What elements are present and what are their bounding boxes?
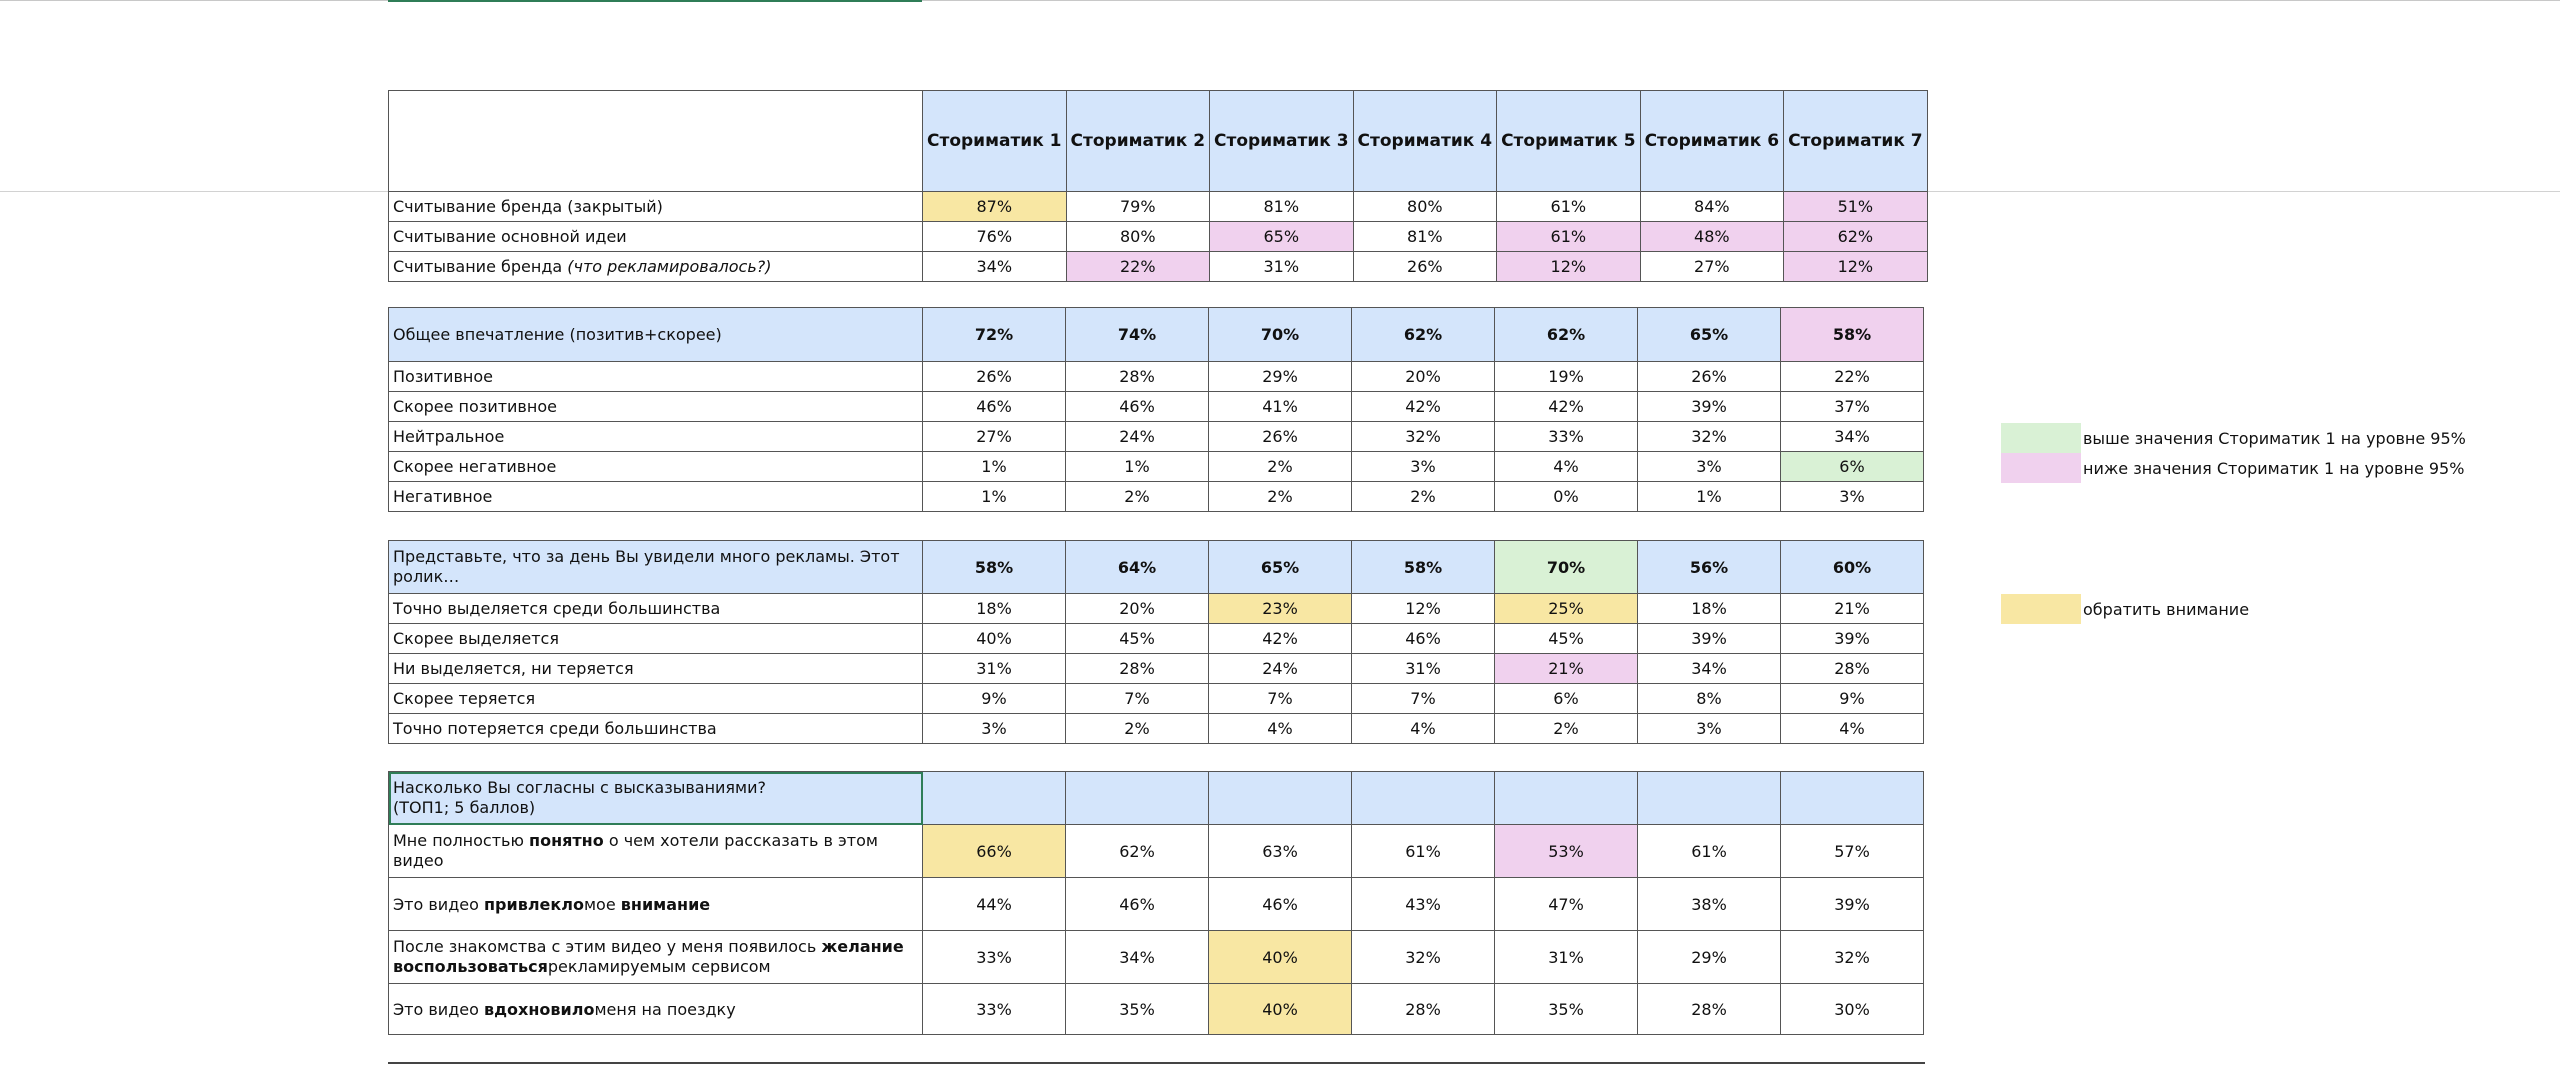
row-label[interactable]: Скорее негативное (389, 452, 923, 482)
value-cell[interactable]: 4% (1781, 714, 1924, 744)
value-cell[interactable]: 19% (1495, 362, 1638, 392)
value-cell[interactable]: 31% (923, 654, 1066, 684)
table-row (389, 684, 1924, 714)
value-cell[interactable]: 7% (1066, 684, 1209, 714)
value-cell[interactable] (1209, 772, 1352, 825)
value-cell[interactable]: 1% (923, 482, 1066, 512)
row-label[interactable]: Нейтральное (389, 422, 923, 452)
value-cell[interactable]: 61% (1352, 825, 1495, 878)
value-cell[interactable]: 87% (923, 192, 1067, 222)
value-cell[interactable]: 2% (1209, 482, 1352, 512)
value-cell[interactable]: 39% (1638, 624, 1781, 654)
value-cell[interactable]: 56% (1638, 541, 1781, 594)
table-block-4 (388, 771, 1924, 1035)
row-label-text: После знакомства с этим видео у меня появилось (393, 937, 822, 956)
header-row (389, 91, 1928, 192)
value-cell[interactable]: 28% (1781, 654, 1924, 684)
row-label-bold: привлекло (483, 894, 584, 914)
table-row (389, 878, 1924, 931)
row-label[interactable]: Скорее теряется (389, 684, 923, 714)
value-cell[interactable]: 46% (1066, 392, 1209, 422)
value-cell[interactable]: 7% (1352, 684, 1495, 714)
table-row (389, 392, 1924, 422)
value-cell[interactable]: 66% (923, 825, 1066, 878)
value-cell[interactable] (1495, 772, 1638, 825)
value-cell[interactable]: 3% (1781, 482, 1924, 512)
value-cell[interactable]: 12% (1497, 252, 1641, 282)
row-label[interactable]: Точно выделяется среди большинства (389, 594, 923, 624)
value-cell[interactable]: 65% (1638, 308, 1781, 362)
question-row (389, 308, 1924, 362)
column-header[interactable]: Сториматик 3 (1210, 91, 1354, 192)
value-cell[interactable]: 32% (1781, 931, 1924, 984)
value-cell[interactable]: 62% (1352, 308, 1495, 362)
column-header[interactable]: Сториматик 7 (1784, 91, 1928, 192)
row-label-bold: понятно (529, 831, 604, 850)
question-row (389, 541, 1924, 594)
table-row (389, 482, 1924, 512)
value-cell[interactable] (1352, 772, 1495, 825)
row-label-bold: внимание (620, 894, 711, 914)
value-cell[interactable]: 58% (1781, 308, 1924, 362)
value-cell[interactable]: 34% (923, 252, 1067, 282)
legend-swatch-yellow (2001, 594, 2081, 624)
column-header[interactable]: Сториматик 5 (1497, 91, 1641, 192)
row-label-text: о чем хотели рассказать в этом видео (393, 831, 878, 870)
value-cell[interactable]: 26% (1638, 362, 1781, 392)
header-corner-cell[interactable] (389, 91, 923, 192)
value-cell[interactable]: 3% (1638, 714, 1781, 744)
value-cell[interactable]: 6% (1495, 684, 1638, 714)
value-cell[interactable]: 3% (1352, 452, 1495, 482)
value-cell[interactable] (1781, 772, 1924, 825)
row-label[interactable] (389, 878, 923, 931)
question-line-1: Насколько Вы согласны с высказываниями? (393, 778, 767, 797)
row-label[interactable]: Скорее позитивное (389, 392, 923, 422)
value-cell[interactable]: 65% (1209, 541, 1352, 594)
value-cell[interactable]: 21% (1495, 654, 1638, 684)
value-cell[interactable]: 2% (1066, 714, 1209, 744)
table-row (389, 654, 1924, 684)
value-cell[interactable]: 35% (1066, 984, 1209, 1035)
legend-swatch-pink (2001, 453, 2081, 483)
value-cell[interactable]: 43% (1352, 878, 1495, 931)
value-cell[interactable]: 70% (1495, 541, 1638, 594)
legend-text: выше значения Сториматик 1 на уровне 95% (2083, 428, 2466, 448)
value-cell[interactable]: 46% (1352, 624, 1495, 654)
row-label[interactable]: Скорее выделяется (389, 624, 923, 654)
legend-item-higher (2001, 423, 2466, 453)
row-label-italic: (что рекламировалось?) (567, 257, 772, 276)
value-cell[interactable]: 25% (1495, 594, 1638, 624)
value-cell[interactable]: 23% (1209, 594, 1352, 624)
value-cell[interactable]: 34% (1781, 422, 1924, 452)
row-label-text: мое (583, 894, 621, 914)
value-cell[interactable]: 2% (1352, 482, 1495, 512)
sheet-top-border (0, 0, 2560, 1)
table-bottom-border (388, 1062, 1925, 1064)
value-cell[interactable]: 46% (1066, 878, 1209, 931)
table-row (389, 825, 1924, 878)
value-cell[interactable]: 27% (1640, 252, 1784, 282)
value-cell[interactable]: 28% (1066, 654, 1209, 684)
value-cell[interactable]: 28% (1066, 362, 1209, 392)
value-cell[interactable]: 45% (1495, 624, 1638, 654)
table-row (389, 422, 1924, 452)
value-cell[interactable]: 9% (1781, 684, 1924, 714)
value-cell[interactable]: 61% (1497, 222, 1641, 252)
value-cell[interactable]: 24% (1066, 422, 1209, 452)
value-cell[interactable]: 76% (923, 222, 1067, 252)
row-label-text: Считывание бренда (393, 257, 568, 276)
value-cell[interactable]: 60% (1781, 541, 1924, 594)
table-block-3 (388, 540, 1924, 744)
value-cell[interactable]: 33% (923, 931, 1066, 984)
column-header[interactable]: Сториматик 2 (1066, 91, 1210, 192)
value-cell[interactable]: 41% (1209, 392, 1352, 422)
value-cell[interactable]: 4% (1352, 714, 1495, 744)
table-row (389, 984, 1924, 1035)
value-cell[interactable] (1638, 772, 1781, 825)
value-cell[interactable]: 62% (1066, 825, 1209, 878)
value-cell[interactable] (923, 772, 1066, 825)
value-cell[interactable]: 40% (1209, 931, 1352, 984)
value-cell[interactable]: 74% (1066, 308, 1209, 362)
legend-item-lower (2001, 453, 2464, 483)
row-label[interactable]: Позитивное (389, 362, 923, 392)
value-cell[interactable]: 37% (1781, 392, 1924, 422)
row-label[interactable]: Негативное (389, 482, 923, 512)
row-label-text: Это видео (393, 894, 484, 914)
row-label-text: Мне полностью (393, 831, 530, 850)
row-label-bold: вдохновило (483, 999, 595, 1019)
row-label-text: рекламируемым сервисом (547, 957, 771, 976)
value-cell[interactable]: 38% (1638, 878, 1781, 931)
value-cell[interactable]: 33% (1495, 422, 1638, 452)
row-label-text: Это видео (393, 999, 484, 1019)
value-cell[interactable]: 58% (923, 541, 1066, 594)
value-cell[interactable]: 80% (1066, 222, 1210, 252)
value-cell[interactable]: 39% (1781, 624, 1924, 654)
selected-column-indicator (388, 0, 922, 2)
value-cell[interactable]: 0% (1495, 482, 1638, 512)
table-block-2 (388, 307, 1924, 512)
value-cell[interactable]: 65% (1210, 222, 1354, 252)
table-row (389, 931, 1924, 984)
value-cell[interactable]: 18% (1638, 594, 1781, 624)
value-cell[interactable]: 46% (1209, 878, 1352, 931)
question-line-2: (ТОП1; 5 баллов) (393, 798, 536, 817)
value-cell[interactable]: 18% (923, 594, 1066, 624)
column-header[interactable]: Сториматик 1 (923, 91, 1067, 192)
value-cell[interactable]: 22% (1066, 252, 1210, 282)
row-label[interactable]: Считывание бренда (закрытый) (389, 192, 923, 222)
legend-item-attention (2001, 594, 2249, 624)
value-cell[interactable]: 26% (923, 362, 1066, 392)
value-cell[interactable]: 1% (923, 452, 1066, 482)
table-row (389, 714, 1924, 744)
value-cell[interactable]: 33% (923, 984, 1066, 1035)
table-row (389, 594, 1924, 624)
value-cell[interactable]: 53% (1495, 825, 1638, 878)
value-cell[interactable]: 31% (1495, 931, 1638, 984)
value-cell[interactable]: 20% (1352, 362, 1495, 392)
legend-swatch-green (2001, 423, 2081, 453)
value-cell[interactable]: 42% (1352, 392, 1495, 422)
value-cell[interactable]: 72% (923, 308, 1066, 362)
value-cell[interactable]: 62% (1784, 222, 1928, 252)
table-row (389, 222, 1928, 252)
column-header[interactable]: Сториматик 4 (1353, 91, 1497, 192)
table-block-1 (388, 90, 1928, 282)
value-cell[interactable]: 21% (1781, 594, 1924, 624)
value-cell[interactable]: 80% (1353, 192, 1497, 222)
value-cell[interactable]: 51% (1784, 192, 1928, 222)
value-cell[interactable]: 40% (1209, 984, 1352, 1035)
value-cell[interactable]: 34% (1066, 931, 1209, 984)
value-cell[interactable]: 46% (923, 392, 1066, 422)
value-cell[interactable]: 42% (1495, 392, 1638, 422)
row-label[interactable]: Точно потеряется среди большинства (389, 714, 923, 744)
value-cell[interactable]: 28% (1638, 984, 1781, 1035)
value-cell[interactable]: 44% (923, 878, 1066, 931)
table-row (389, 452, 1924, 482)
value-cell[interactable]: 61% (1497, 192, 1641, 222)
value-cell[interactable]: 2% (1066, 482, 1209, 512)
value-cell[interactable]: 2% (1495, 714, 1638, 744)
row-label[interactable] (389, 252, 923, 282)
value-cell[interactable]: 35% (1495, 984, 1638, 1035)
value-cell[interactable]: 39% (1781, 878, 1924, 931)
question-row (389, 772, 1924, 825)
value-cell[interactable]: 1% (1638, 482, 1781, 512)
value-cell[interactable]: 58% (1352, 541, 1495, 594)
value-cell[interactable]: 1% (1066, 452, 1209, 482)
value-cell[interactable]: 40% (923, 624, 1066, 654)
value-cell[interactable]: 29% (1638, 931, 1781, 984)
value-cell[interactable]: 70% (1209, 308, 1352, 362)
row-label[interactable] (389, 984, 923, 1035)
row-label[interactable] (389, 825, 923, 878)
table-row (389, 362, 1924, 392)
value-cell[interactable]: 31% (1352, 654, 1495, 684)
value-cell[interactable]: 28% (1352, 984, 1495, 1035)
value-cell[interactable]: 4% (1495, 452, 1638, 482)
value-cell[interactable]: 42% (1209, 624, 1352, 654)
value-cell[interactable]: 7% (1209, 684, 1352, 714)
legend-text: обратить внимание (2083, 599, 2250, 619)
value-cell[interactable]: 32% (1352, 422, 1495, 452)
value-cell[interactable]: 62% (1495, 308, 1638, 362)
question-label[interactable] (389, 772, 923, 825)
value-cell[interactable] (1066, 772, 1209, 825)
value-cell[interactable]: 6% (1781, 452, 1924, 482)
value-cell[interactable]: 9% (923, 684, 1066, 714)
value-cell[interactable]: 81% (1353, 222, 1497, 252)
value-cell[interactable]: 4% (1209, 714, 1352, 744)
value-cell[interactable]: 3% (1638, 452, 1781, 482)
row-label-text: меня на поездку (594, 999, 736, 1019)
value-cell[interactable]: 31% (1210, 252, 1354, 282)
table-row (389, 252, 1928, 282)
value-cell[interactable]: 47% (1495, 878, 1638, 931)
value-cell[interactable]: 12% (1784, 252, 1928, 282)
value-cell[interactable]: 30% (1781, 984, 1924, 1035)
legend-text: ниже значения Сториматик 1 на уровне 95% (2083, 458, 2465, 478)
value-cell[interactable]: 29% (1209, 362, 1352, 392)
value-cell[interactable]: 2% (1209, 452, 1352, 482)
value-cell[interactable]: 3% (923, 714, 1066, 744)
value-cell[interactable]: 63% (1209, 825, 1352, 878)
value-cell[interactable]: 34% (1638, 654, 1781, 684)
value-cell[interactable]: 81% (1210, 192, 1354, 222)
value-cell[interactable]: 61% (1638, 825, 1781, 878)
value-cell[interactable]: 8% (1638, 684, 1781, 714)
table-row (389, 192, 1928, 222)
value-cell[interactable]: 32% (1638, 422, 1781, 452)
value-cell[interactable]: 27% (923, 422, 1066, 452)
value-cell[interactable]: 24% (1209, 654, 1352, 684)
value-cell[interactable]: 32% (1352, 931, 1495, 984)
row-label[interactable]: Ни выделяется, ни теряется (389, 654, 923, 684)
value-cell[interactable]: 57% (1781, 825, 1924, 878)
column-header[interactable]: Сториматик 6 (1640, 91, 1784, 192)
row-label[interactable]: Считывание основной идеи (389, 222, 923, 252)
value-cell[interactable]: 12% (1352, 594, 1495, 624)
question-label[interactable]: Представьте, что за день Вы увидели много рекламы. Этот ролик… (389, 541, 923, 594)
value-cell[interactable]: 22% (1781, 362, 1924, 392)
value-cell[interactable]: 26% (1209, 422, 1352, 452)
value-cell[interactable]: 26% (1353, 252, 1497, 282)
value-cell[interactable]: 64% (1066, 541, 1209, 594)
row-label-bold: желание воспользоваться (393, 937, 904, 976)
table-row (389, 624, 1924, 654)
value-cell[interactable]: 20% (1066, 594, 1209, 624)
value-cell[interactable]: 39% (1638, 392, 1781, 422)
value-cell[interactable]: 48% (1640, 222, 1784, 252)
value-cell[interactable]: 84% (1640, 192, 1784, 222)
row-label[interactable] (389, 931, 923, 984)
question-label[interactable]: Общее впечатление (позитив+скорее) (389, 308, 923, 362)
value-cell[interactable]: 45% (1066, 624, 1209, 654)
value-cell[interactable]: 79% (1066, 192, 1210, 222)
